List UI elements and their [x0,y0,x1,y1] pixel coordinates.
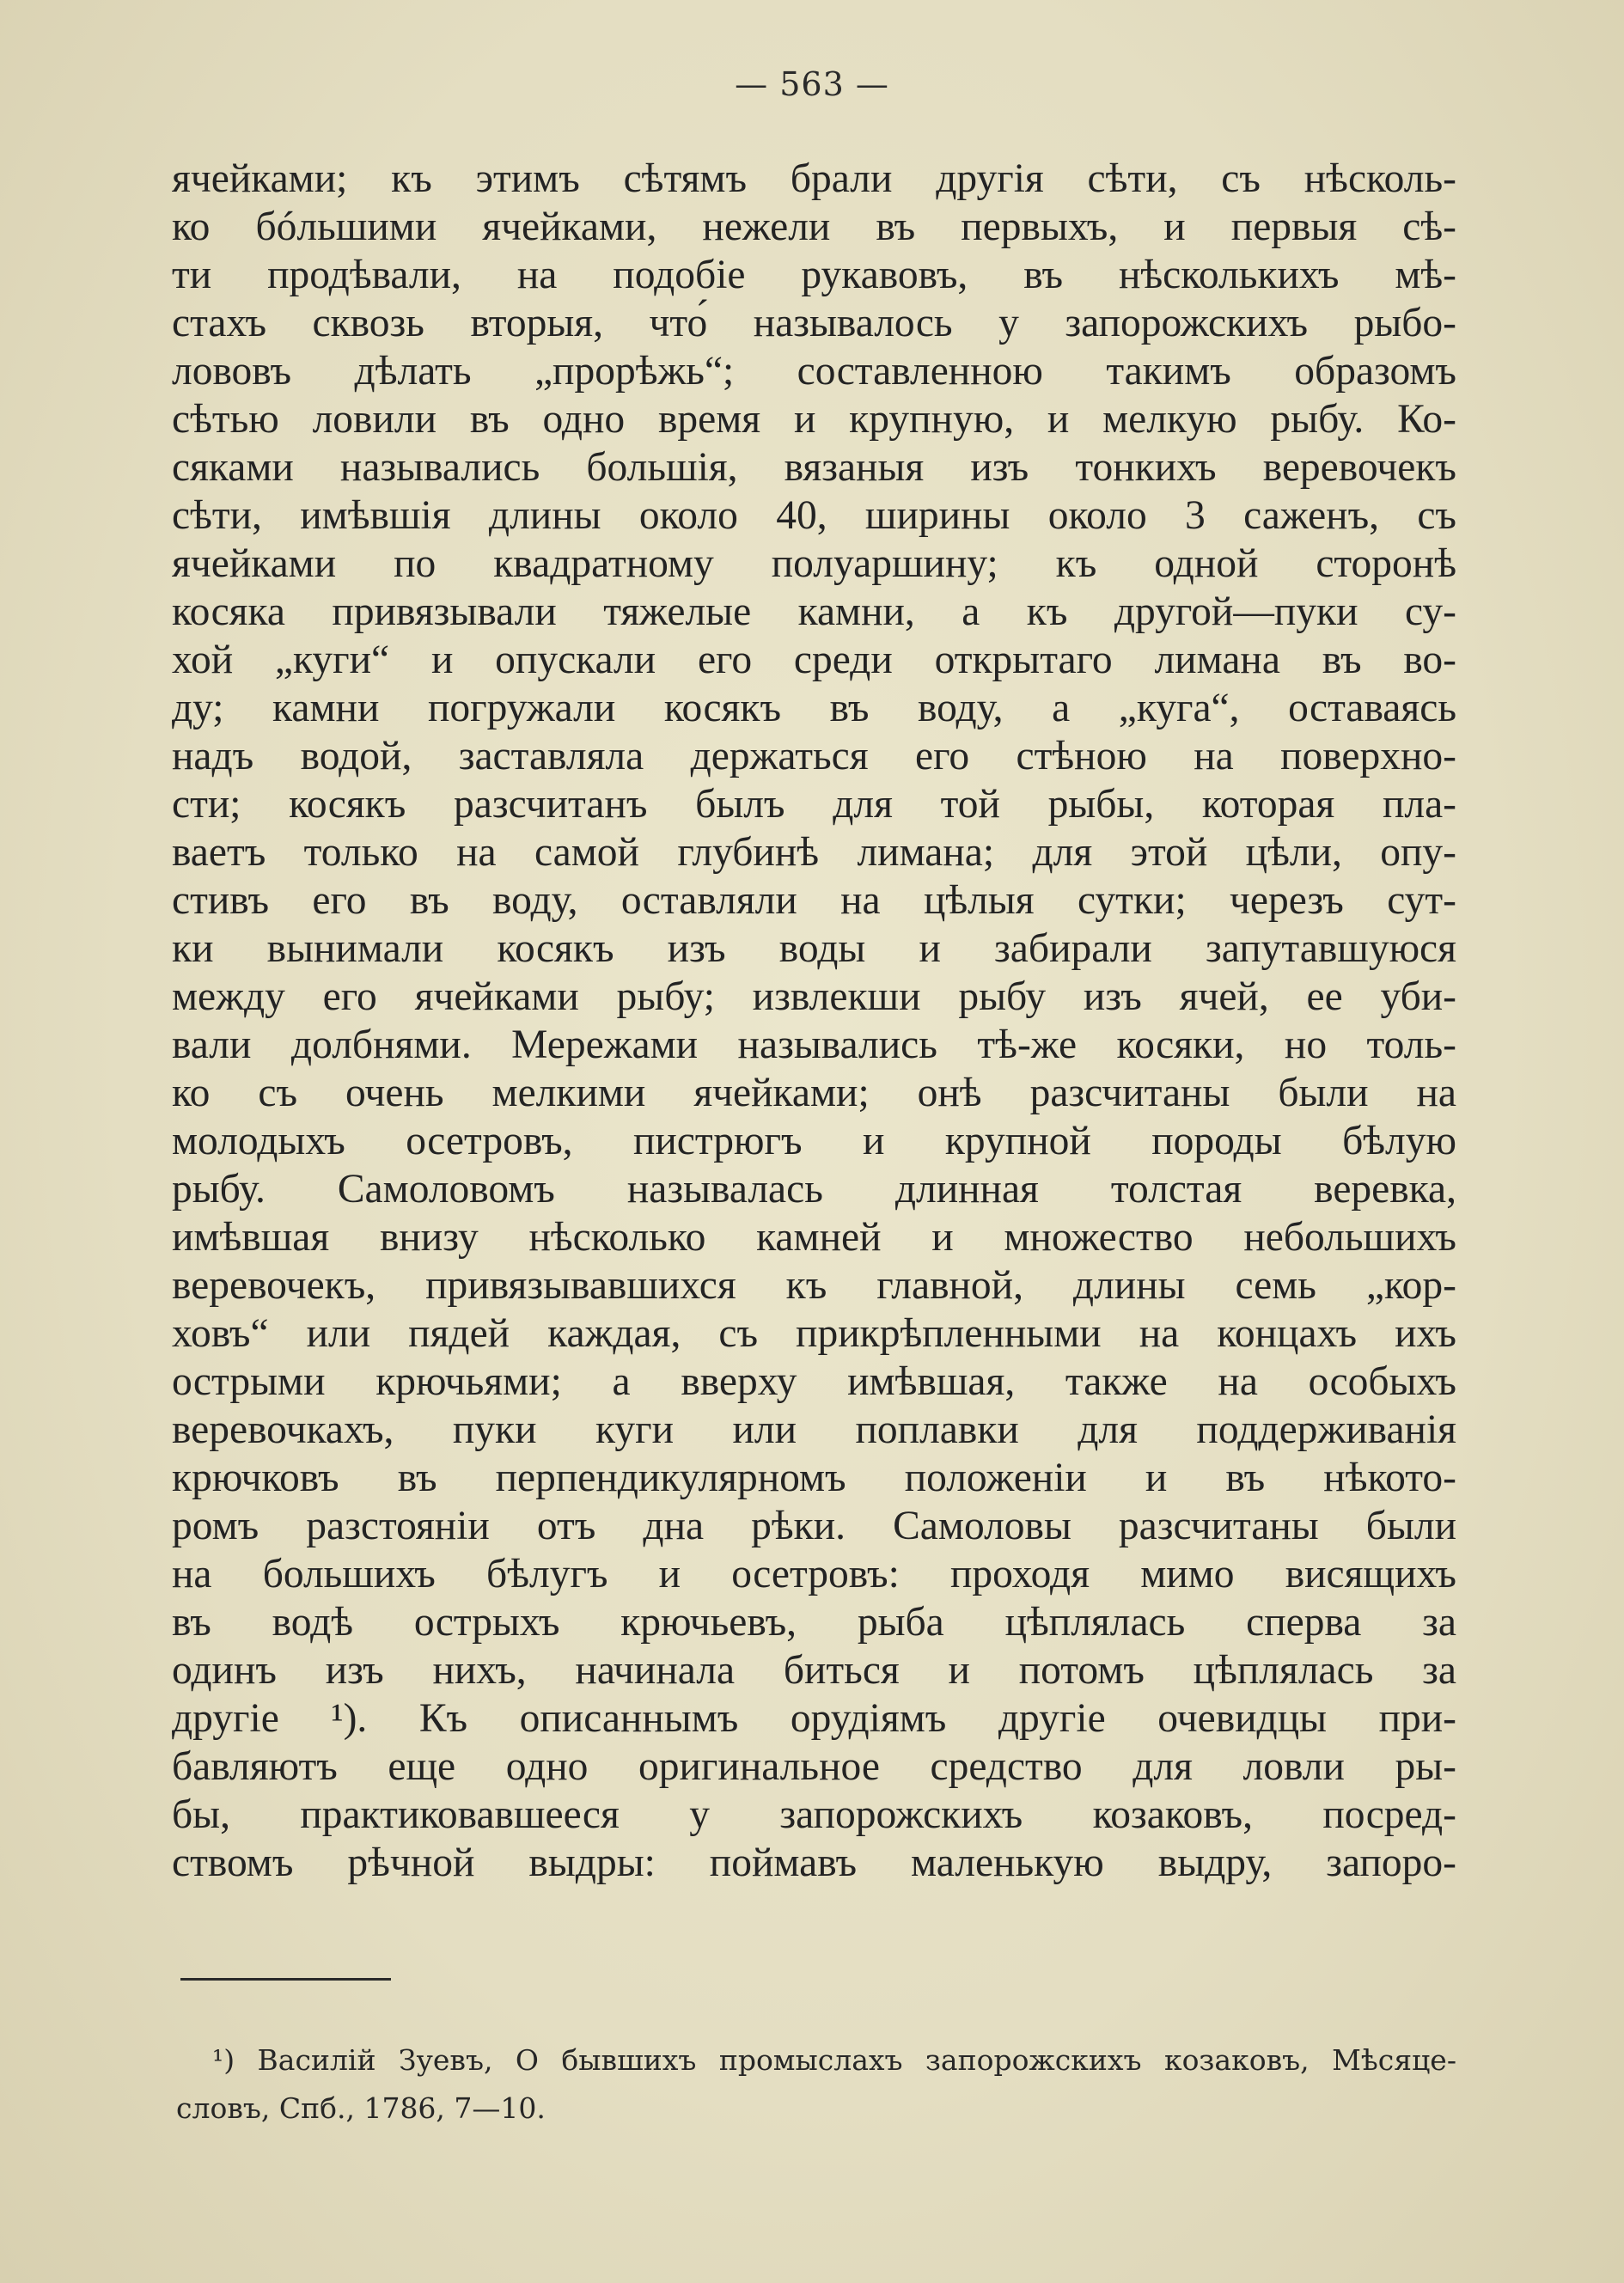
footnote-text-1: Василій Зуевъ, О бывшихъ промыслахъ запорожскихъ козаковъ, Мѣсяце- [257,2043,1456,2077]
text-line: надъ водой, заставляла держаться его стѣною на поверхно- [172,734,1456,778]
text-line: ячейками; къ этимъ сѣтямъ брали другія сѣти, съ нѣсколь- [172,156,1456,201]
text-line: сяками назывались большія, вязаныя изъ тонкихъ веревочекъ [172,445,1456,490]
text-line: другіе ¹). Къ описаннымъ орудіямъ другіе очевидцы при- [172,1696,1456,1741]
text-line: сѣти, имѣвшія длины около 40, ширины около 3 саженъ, съ [172,493,1456,538]
text-line: хой „куги“ и опускали его среди открытаго лимана въ во- [172,638,1456,682]
footnote-marker: ¹) [212,2043,235,2077]
text-line: бавляютъ еще одно оригинальное средство для ловли ры- [172,1744,1456,1789]
text-line: рыбу. Самоловомъ называлась длинная толстая веревка, [172,1167,1456,1212]
text-line: ячейками по квадратному полуаршину; къ одной сторонѣ [172,541,1456,586]
footnote-line-2: словъ, Спб., 1786, 7—10. [176,2091,546,2125]
text-line: стахъ сквозь вторыя, что́ называлось у запорожскихъ рыбо- [172,301,1456,345]
text-line: острыми крючьями; а вверху имѣвшая, также на особыхъ [172,1359,1456,1404]
text-line: на большихъ бѣлугъ и осетровъ: проходя мимо висящихъ [172,1552,1456,1596]
text-line: ки вынимали косякъ изъ воды и забирали запутавшуюся [172,926,1456,971]
text-line: веревочкахъ, пуки куги или поплавки для поддерживанія [172,1407,1456,1452]
text-line: ко съ очень мелкими ячейками; онѣ разсчитаны были на [172,1071,1456,1115]
text-line: лововъ дѣлать „прорѣжь“; составленною такимъ образомъ [172,349,1456,394]
text-line: ко бóльшими ячейками, нежели въ первыхъ, и первыя сѣ- [172,204,1456,249]
text-line: молодыхъ осетровъ, пистрюгъ и крупной породы бѣлую [172,1119,1456,1163]
page-number: — 563 — [735,65,889,103]
footnote-separator [180,1978,391,1981]
text-line: въ водѣ острыхъ крючьевъ, рыба цѣплялась сперва за [172,1600,1456,1645]
text-line: ти продѣвали, на подобіе рукавовъ, въ нѣсколькихъ мѣ- [172,253,1456,297]
text-line: ду; камни погружали косякъ въ воду, а „куга“, оставаясь [172,686,1456,730]
text-line: косяка привязывали тяжелые камни, а къ другой—пуки су- [172,589,1456,634]
text-line: ромъ разстояніи отъ дна рѣки. Самоловы разсчитаны были [172,1504,1456,1548]
body-text [172,155,1456,1887]
text-line: ваетъ только на самой глубинѣ лимана; для этой цѣли, опу- [172,830,1456,875]
text-line: имѣвшая внизу нѣсколько камней и множество небольшихъ [172,1215,1456,1260]
text-line: одинъ изъ нихъ, начинала биться и потомъ цѣплялась за [172,1648,1456,1693]
text-line: крючковъ въ перпендикулярномъ положеніи и въ нѣкото- [172,1456,1456,1500]
text-line: стивъ его въ воду, оставляли на цѣлыя сутки; черезъ сут- [172,878,1456,923]
text-line: между его ячейками рыбу; извлекши рыбу изъ ячей, ее уби- [172,974,1456,1019]
text-line: бы, практиковавшееся у запорожскихъ козаковъ, посред- [172,1792,1456,1837]
text-line: веревочекъ, привязывавшихся къ главной, длины семь „кор- [172,1263,1456,1308]
text-line: сѣтью ловили въ одно время и крупную, и мелкую рыбу. Ко- [172,397,1456,442]
footnote [176,2036,1456,2133]
text-line: ховъ“ или пядей каждая, съ прикрѣпленными на концахъ ихъ [172,1311,1456,1356]
footnote-line-1 [176,2036,1456,2085]
text-line: ствомъ рѣчной выдры: поймавъ маленькую выдру, запоро- [172,1840,1456,1885]
text-line: вали долбнями. Мережами назывались тѣ-же косяки, но толь- [172,1022,1456,1067]
text-line: сти; косякъ разсчитанъ былъ для той рыбы, которая пла- [172,782,1456,827]
